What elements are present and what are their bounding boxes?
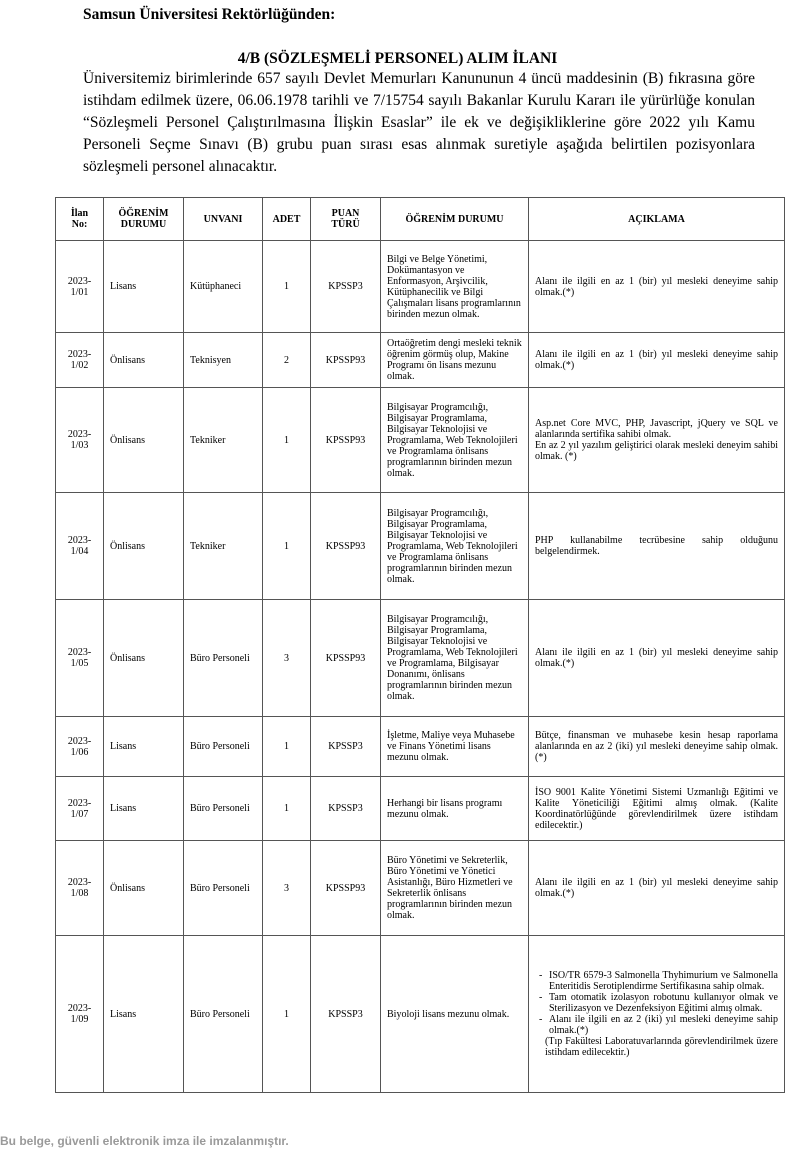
table-row <box>56 936 785 1093</box>
cell-unvani: Büro Personeli <box>184 841 263 936</box>
cell-puan: KPSSP93 <box>311 841 381 936</box>
cell-detay: Bilgisayar Programcılığı, Bilgisayar Programlama, Bilgisayar Teknolojisi ve Programlama, Web Teknolojileri ve Programlama önlisans programlarının birinden mezun olmak. <box>381 388 529 493</box>
col-puan-turu: PUAN TÜRÜ <box>311 198 381 241</box>
list-item: - ISO/TR 6579-3 Salmonella Thyhimurium ve Salmonella Enteritidis Serotiplendirme Sertifikasına sahip olmak. <box>549 970 778 992</box>
cell-puan: KPSSP3 <box>311 936 381 1093</box>
col-ogrenim: ÖĞRENİM DURUMU <box>104 198 184 241</box>
list-item: - Tam otomatik izolasyon robotunu kullanıyor olmak ve Sterilizasyon ve Dezenfeksiyon Eğitimi almış olmak. <box>549 992 778 1014</box>
cell-detay: Herhangi bir lisans programı mezunu olmak. <box>381 777 529 841</box>
cell-aciklama: Alanı ile ilgili en az 1 (bir) yıl mesleki deneyime sahip olmak.(*) <box>529 333 785 388</box>
col-unvani: UNVANI <box>184 198 263 241</box>
cell-puan: KPSSP3 <box>311 241 381 333</box>
cell-ilan-no: 2023-1/01 <box>56 241 104 333</box>
cell-unvani: Büro Personeli <box>184 600 263 717</box>
cell-adet: 1 <box>263 388 311 493</box>
cell-ilan-no: 2023-1/03 <box>56 388 104 493</box>
col-ilan-no: İlan No: <box>56 198 104 241</box>
cell-detay: Ortaöğretim dengi mesleki teknik öğrenim görmüş olup, Makine Programı ön lisans mezunu olmak. <box>381 333 529 388</box>
col-ogrenim-durumu: ÖĞRENİM DURUMU <box>381 198 529 241</box>
cell-puan: KPSSP93 <box>311 333 381 388</box>
cell-puan: KPSSP93 <box>311 493 381 600</box>
cell-aciklama: Alanı ile ilgili en az 1 (bir) yıl mesleki deneyime sahip olmak.(*) <box>529 241 785 333</box>
cell-unvani: Büro Personeli <box>184 777 263 841</box>
cell-ogrenim: Önlisans <box>104 493 184 600</box>
cell-adet: 3 <box>263 841 311 936</box>
col-aciklama: AÇIKLAMA <box>529 198 785 241</box>
cell-unvani: Büro Personeli <box>184 936 263 1093</box>
cell-detay: İşletme, Maliye veya Muhasebe ve Finans Yönetimi lisans mezunu olmak. <box>381 717 529 777</box>
aciklama-line: En az 2 yıl yazılım geliştirici olarak mesleki deneyim sahibi olmak. (*) <box>535 440 778 462</box>
requirements-list <box>535 970 778 1036</box>
cell-unvani: Tekniker <box>184 493 263 600</box>
table-row <box>56 388 785 493</box>
cell-aciklama: Alanı ile ilgili en az 1 (bir) yıl mesleki deneyime sahip olmak.(*) <box>529 600 785 717</box>
list-item: - Alanı ile ilgili en az 2 (iki) yıl mesleki deneyime sahip olmak.(*) <box>549 1014 778 1036</box>
cell-adet: 3 <box>263 600 311 717</box>
cell-unvani: Tekniker <box>184 388 263 493</box>
cell-adet: 1 <box>263 936 311 1093</box>
cell-unvani: Teknisyen <box>184 333 263 388</box>
cell-ilan-no: 2023-1/09 <box>56 936 104 1093</box>
table-row <box>56 333 785 388</box>
cell-aciklama: İSO 9001 Kalite Yönetimi Sistemi Uzmanlığı Eğitimi ve Kalite Yöneticiliği Eğitimi almış olmak. (Kalite Koordinatörlüğünde görevlendirilmek üzere istihdam edilecektir.) <box>529 777 785 841</box>
table-row <box>56 841 785 936</box>
table-row <box>56 717 785 777</box>
e-signature-note: Bu belge, güvenli elektronik imza ile imzalanmıştır. <box>0 1134 289 1148</box>
cell-ilan-no: 2023-1/07 <box>56 777 104 841</box>
cell-ilan-no: 2023-1/04 <box>56 493 104 600</box>
table-header-row <box>56 198 785 241</box>
table-row <box>56 493 785 600</box>
cell-puan: KPSSP93 <box>311 600 381 717</box>
col-adet: ADET <box>263 198 311 241</box>
cell-ogrenim: Önlisans <box>104 333 184 388</box>
cell-ilan-no: 2023-1/05 <box>56 600 104 717</box>
page-title: 4/B (SÖZLEŞMELİ PERSONEL) ALIM İLANI <box>237 50 558 67</box>
cell-ogrenim: Lisans <box>104 241 184 333</box>
cell-ogrenim: Önlisans <box>104 388 184 493</box>
cell-ilan-no: 2023-1/08 <box>56 841 104 936</box>
cell-ilan-no: 2023-1/02 <box>56 333 104 388</box>
cell-detay: Biyoloji lisans mezunu olmak. <box>381 936 529 1093</box>
cell-ogrenim: Lisans <box>104 777 184 841</box>
intro-paragraph: Üniversitemiz birimlerinde 657 sayılı Devlet Memurları Kanununun 4 üncü maddesinin (B) fıkrasına göre istihdam edilmek üzere, 06.06.1978 tarihli ve 7/15754 sayılı Bakanlar Kurulu Kararı ile yürürlüğe konulan “Sözleşmeli Personel Çalıştırılmasına İlişkin Esaslar” ile ek ve değişikliklerine göre 2022 yılı Kamu Personeli Seçme Sınavı (B) grubu puan sırası esas alınmak suretiyle aşağıda belirtilen pozisyonlara sözleşmeli personel alınacaktır. <box>83 70 755 175</box>
cell-aciklama <box>529 936 785 1093</box>
cell-adet: 1 <box>263 777 311 841</box>
assignment-note: (Tıp Fakültesi Laboratuvarlarında görevlendirilmek üzere istihdam edilecektir.) <box>545 1036 778 1058</box>
table-row <box>56 600 785 717</box>
cell-ogrenim: Önlisans <box>104 841 184 936</box>
cell-adet: 1 <box>263 493 311 600</box>
cell-ogrenim: Önlisans <box>104 600 184 717</box>
cell-detay: Büro Yönetimi ve Sekreterlik, Büro Yönetimi ve Yönetici Asistanlığı, Büro Hizmetleri ve Sekreterlik önlisans programlarının birinden mezun olmak. <box>381 841 529 936</box>
institution-heading: Samsun Üniversitesi Rektörlüğünden: <box>83 6 336 23</box>
cell-detay: Bilgisayar Programcılığı, Bilgisayar Programlama, Bilgisayar Teknolojisi ve Programlama, Web Teknolojileri ve Programlama, Bilgisayar Donanımı, önlisans programlarının birinden mezun olmak. <box>381 600 529 717</box>
cell-puan: KPSSP3 <box>311 777 381 841</box>
cell-ogrenim: Lisans <box>104 936 184 1093</box>
table-row <box>56 777 785 841</box>
cell-aciklama: Alanı ile ilgili en az 1 (bir) yıl mesleki deneyime sahip olmak.(*) <box>529 841 785 936</box>
cell-adet: 2 <box>263 333 311 388</box>
cell-adet: 1 <box>263 717 311 777</box>
cell-aciklama <box>529 388 785 493</box>
positions-table <box>55 197 785 1093</box>
cell-unvani: Büro Personeli <box>184 717 263 777</box>
cell-ilan-no: 2023-1/06 <box>56 717 104 777</box>
aciklama-line: Asp.net Core MVC, PHP, Javascript, jQuery ve SQL ve alanlarında sertifika sahibi olmak. <box>535 418 778 440</box>
cell-ogrenim: Lisans <box>104 717 184 777</box>
cell-aciklama: PHP kullanabilme tecrübesine sahip olduğunu belgelendirmek. <box>529 493 785 600</box>
table-row <box>56 241 785 333</box>
cell-adet: 1 <box>263 241 311 333</box>
cell-puan: KPSSP93 <box>311 388 381 493</box>
cell-unvani: Kütüphaneci <box>184 241 263 333</box>
cell-puan: KPSSP3 <box>311 717 381 777</box>
cell-detay: Bilgi ve Belge Yönetimi, Dokümantasyon ve Enformasyon, Arşivcilik, Kütüphanecilik ve Bilgi Çalışmaları lisans programlarının birinden mezun olmak. <box>381 241 529 333</box>
cell-aciklama: Bütçe, finansman ve muhasebe kesin hesap raporlama alanlarında en az 2 (iki) yıl mesleki deneyime sahip olmak. (*) <box>529 717 785 777</box>
cell-detay: Bilgisayar Programcılığı, Bilgisayar Programlama, Bilgisayar Teknolojisi ve Programlama, Web Teknolojileri ve Programlama önlisans programlarının birinden mezun olmak. <box>381 493 529 600</box>
